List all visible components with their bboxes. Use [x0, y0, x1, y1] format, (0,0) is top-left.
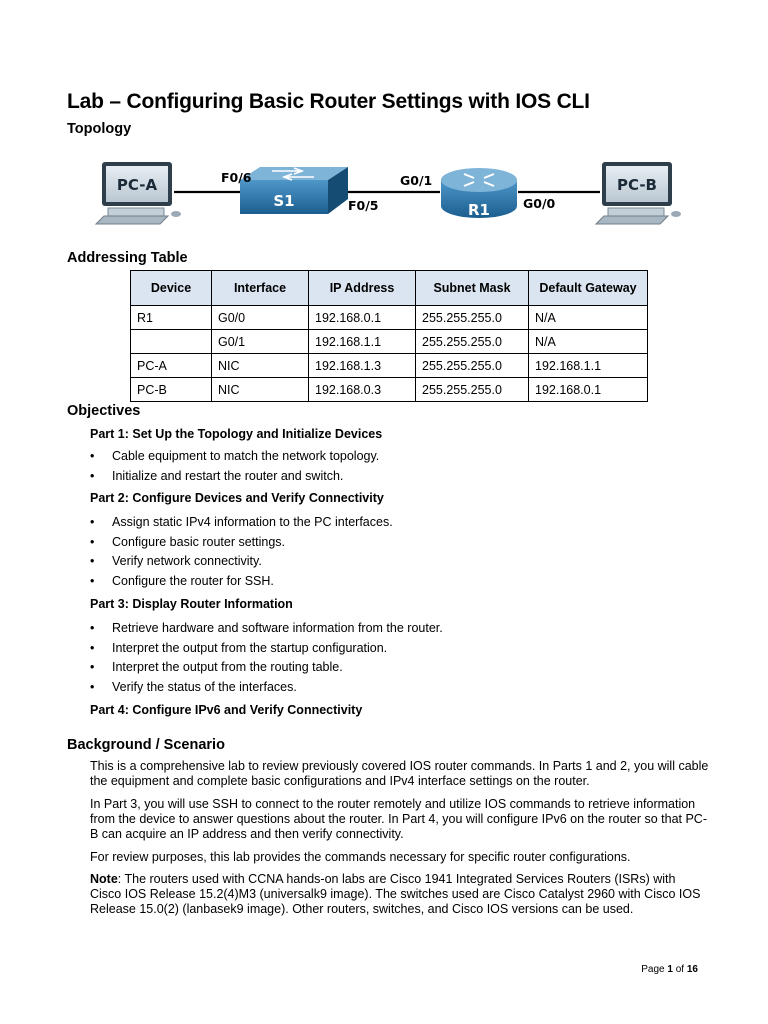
cell-device [131, 330, 212, 354]
column-header-default-gateway: Default Gateway [529, 271, 648, 306]
note-text: : The routers used with CCNA hands-on labs are Cisco 1941 Integrated Services Routers (ISRs) with Cisco IOS Release 15.2(4)M3 (universalk9 image). The switches used are Cisco Catalyst 2960 with Cisco IOS Release 15.0(2) (lanbasek9 image). Other routers, switches, and Cisco IOS versions can be used. [90, 872, 701, 916]
pc-a-label: PC-A [116, 176, 158, 194]
page-footer [641, 964, 698, 975]
cell-device: PC-B [131, 378, 212, 402]
port-label-f0-5: F0/5 [348, 198, 379, 213]
topology-heading: Topology [67, 121, 132, 137]
part-1-title: Part 1: Set Up the Topology and Initialize Devices [90, 427, 383, 441]
column-header-ip-address: IP Address [309, 271, 416, 306]
list-item: • Configure the router for SSH. [90, 574, 393, 594]
part-4-title: Part 4: Configure IPv6 and Verify Connectivity [90, 703, 363, 717]
addressing-table [130, 270, 648, 402]
table-header-row [131, 271, 648, 306]
list-item: • Interpret the output from the startup configuration. [90, 641, 443, 661]
part-3-title: Part 3: Display Router Information [90, 597, 293, 611]
footer-of: of [672, 964, 687, 975]
footer-page-total: 16 [686, 964, 698, 975]
cell-ip-address: 192.168.0.1 [309, 306, 416, 330]
list-item: • Verify network connectivity. [90, 554, 393, 574]
page-title: Lab – Configuring Basic Router Settings with IOS CLI [67, 90, 590, 113]
column-header-interface: Interface [212, 271, 309, 306]
cell-interface: NIC [212, 378, 309, 402]
background-heading: Background / Scenario [67, 737, 225, 753]
cell-device: PC-A [131, 354, 212, 378]
port-label-f0-6: F0/6 [221, 170, 252, 185]
addressing-table-heading: Addressing Table [67, 250, 188, 266]
background-paragraph-3: For review purposes, this lab provides the commands necessary for specific router configurations. [90, 850, 631, 864]
port-label-g0-0: G0/0 [523, 196, 556, 211]
table-row [131, 330, 648, 354]
cell-ip-address: 192.168.1.1 [309, 330, 416, 354]
background-note [90, 872, 710, 917]
switch-s1-label: S1 [273, 192, 295, 210]
cell-interface: NIC [212, 354, 309, 378]
column-header-device: Device [131, 271, 212, 306]
part-2-list [90, 515, 393, 593]
cell-subnet-mask: 255.255.255.0 [416, 354, 529, 378]
cell-ip-address: 192.168.0.3 [309, 378, 416, 402]
list-item: • Verify the status of the interfaces. [90, 680, 443, 700]
list-item: • Interpret the output from the routing table. [90, 660, 443, 680]
part-2-title: Part 2: Configure Devices and Verify Connectivity [90, 491, 384, 505]
port-label-g0-1: G0/1 [400, 173, 433, 188]
cell-subnet-mask: 255.255.255.0 [416, 306, 529, 330]
background-paragraph-2: In Part 3, you will use SSH to connect to the router remotely and utilize IOS commands to retrieve information from the device to answer questions about the router. In Part 4, you will configure IPv6 on the router so that PC-B can acquire an IP address and then verify connectivity. [90, 797, 707, 841]
cell-device: R1 [131, 306, 212, 330]
cell-default-gateway: N/A [529, 330, 648, 354]
pc-b-label: PC-B [616, 176, 658, 194]
table-row [131, 306, 648, 330]
objectives-heading: Objectives [67, 403, 141, 419]
cell-interface: G0/0 [212, 306, 309, 330]
part-3-list [90, 621, 443, 699]
table-row [131, 354, 648, 378]
cell-ip-address: 192.168.1.3 [309, 354, 416, 378]
list-item: • Configure basic router settings. [90, 535, 393, 555]
column-header-subnet-mask: Subnet Mask [416, 271, 529, 306]
footer-prefix: Page [641, 964, 668, 975]
note-label: Note [90, 872, 118, 886]
cell-subnet-mask: 255.255.255.0 [416, 378, 529, 402]
cell-default-gateway: N/A [529, 306, 648, 330]
cell-subnet-mask: 255.255.255.0 [416, 330, 529, 354]
list-item: • Assign static IPv4 information to the PC interfaces. [90, 515, 393, 535]
footer-page-current: 1 [667, 964, 673, 975]
cell-default-gateway: 192.168.1.1 [529, 354, 648, 378]
table-row [131, 378, 648, 402]
list-item: • Cable equipment to match the network topology. [90, 449, 379, 469]
background-paragraph-1: This is a comprehensive lab to review previously covered IOS router commands. In Parts 1 and 2, you will cable the equipment and complete basic configurations and IPv4 interface settings on the router. [90, 759, 709, 788]
list-item: • Retrieve hardware and software information from the router. [90, 621, 443, 641]
cell-default-gateway: 192.168.0.1 [529, 378, 648, 402]
list-item: • Initialize and restart the router and switch. [90, 469, 379, 489]
part-1-list [90, 449, 379, 488]
cell-interface: G0/1 [212, 330, 309, 354]
topology-diagram [88, 150, 688, 235]
router-r1-label: R1 [468, 201, 490, 219]
